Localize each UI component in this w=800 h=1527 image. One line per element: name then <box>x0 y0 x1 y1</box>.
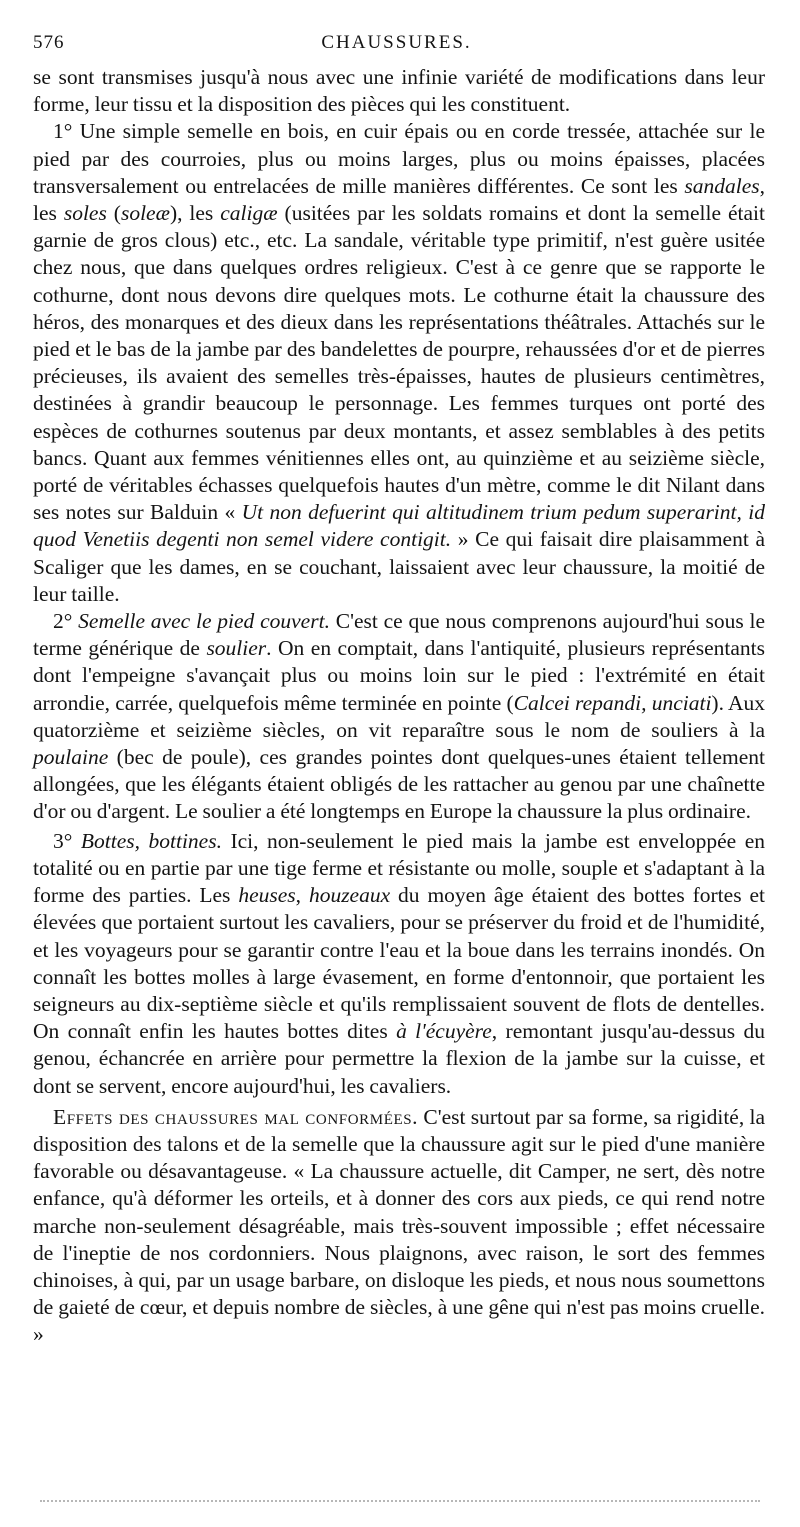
italic-run: Semelle avec le pied couvert. <box>78 609 330 634</box>
paragraph-effets <box>33 1104 765 1349</box>
text-run: 1° Une simple semelle en bois, en cuir épais ou en corde tressée, attachée sur le pied par des courroies, plus ou moins larges, plus ou moins épaisses, placées transversalement ou entrelacées de mille manières différentes. Ce sont les <box>33 119 765 198</box>
text-run: » Ce qui faisait dire plaisamment à Scaliger que les dames, en se couchant, laissaient avec leur chaussure, la moitié de leur taille. <box>33 527 765 606</box>
text-run: ). Aux quatorzième et seizième siècles, on vit reparaître sous le nom de souliers à la <box>33 690 766 742</box>
italic-run: Ut non defuerint qui altitudinem trium pedum superarint, id quod Venetiis degenti non semel videre contigit. <box>33 500 765 552</box>
italic-run: Bottes, bottines. <box>80 828 222 853</box>
italic-run: Calcei repandi, unciati <box>513 690 712 715</box>
page-body <box>33 64 765 1349</box>
text-run: se sont transmises jusqu'à nous avec une infinie variété de modifications dans leur forme, leur tissu et la disposition des pièces qui les constituent. <box>33 65 765 117</box>
text-run: ), les <box>169 201 221 226</box>
text-run: Ici, non-seulement le pied mais la jambe est enveloppée en totalité ou en partie par une tige ferme et résistante ou molle, souple et s'adaptant à la forme des parties. Les <box>33 828 765 908</box>
paragraph-intro <box>33 64 765 118</box>
running-head: CHAUSSURES. <box>321 32 472 53</box>
italic-run: soles <box>63 201 107 226</box>
paragraph-bottes <box>33 828 765 1100</box>
text-run: (bec de poule), ces grandes pointes dont quelques-unes étaient tellement allongées, que les élégants étaient obligés de les rattacher au genou par une chaînette d'or ou d'argent. Le soulier a été longtemps en Europe la chaussure la plus ordinaire. <box>33 745 765 824</box>
text-run: 2° <box>53 609 79 634</box>
text-run: , remontant jusqu'au-dessus du genou, échancrée en arrière pour permettre la flexion de la jambe sur la cuisse, et dont se servent, encore aujourd'hui, les cavaliers. <box>33 1019 765 1098</box>
page-number: 576 <box>33 32 65 53</box>
page-header <box>33 32 760 56</box>
paragraph-souliers <box>33 608 765 826</box>
text-run: C'est ce que nous comprenons aujourd'hui sous le terme générique de <box>33 609 766 661</box>
italic-run: à l'écuyère <box>396 1019 492 1044</box>
footer-rule <box>40 1500 760 1502</box>
text-run: C'est surtout par sa forme, sa rigidité, la disposition des talons et de la semelle que la chaussure agit sur le pied d'une manière favorable ou désavantageuse. « La chaussure actuelle, dit Camper, ne sert, dès notre enfance, qu'à déformer les orteils, et à donner des cors aux pieds, ce qui rend notre marche non-seulement désagréable, mais très-souvent impossible ; effet nécessaire de l'ineptie de nos cordonniers. Nous plaignons, avec raison, le sort des femmes chinoises, à qui, par un usage barbare, on disloque les pieds, et nous nous soumettons de gaieté de cœur, et depuis nombre de siècles, à une gêne qui n'est pas moins cruelle. » <box>33 1104 765 1347</box>
text-run: (usitées par les soldats romains et dont la semelle était garnie de gros clous) etc., etc. La sandale, véritable type primitif, n'est guère usitée chez nous, que dans quelques ordres religieux. C'est à ce genre que se rapporte le cothurne, dont nous devons dire quelques mots. Le cothurne était la chaussure des héros, des monarques et des dieux dans les représentations théâtrales. Attachés sur le pied et le bas de la jambe par des bandelettes de pourpre, rehaussées d'or et de pierres précieuses, ils avaient des semelles très-épaisses, hautes de plusieurs centimètres, destinées à grandir beaucoup le personnage. Les femmes turques ont porté des espèces de cothurnes soutenus par deux montants, et assez semblables à des petits bancs. Quant aux femmes vénitiennes elles ont, au quinzième et au seizième siècle, porté de véritables échasses quelquefois hautes d'un mètre, comme le dit Nilant dans ses notes sur Balduin « <box>33 201 765 525</box>
paragraph-sandales <box>33 118 765 608</box>
small-caps-run: Effets des chaussures mal conformées. <box>53 1104 419 1129</box>
italic-run: soleæ <box>120 201 170 226</box>
text-run: , les <box>33 173 765 226</box>
text-run: , <box>295 883 309 908</box>
text-run: du moyen âge étaient des bottes fortes et élevées que portaient surtout les cavaliers, pour se préserver du froid et de l'humidité, et les voyageurs pour se garantir contre l'eau et la boue dans les terrains inondés. On connaît les bottes molles à large évasement, en forme d'entonnoir, que portaient les seigneurs au dix-septième siècle et qu'ils remplissaient souvent de flots de dentelles. On connaît enfin les hautes bottes dites <box>33 883 765 1044</box>
italic-run: poulaine <box>33 745 109 770</box>
text-run: ( <box>106 201 121 226</box>
italic-run: caligæ <box>220 201 278 226</box>
italic-run: heuses <box>238 883 296 908</box>
italic-run: houzeaux <box>308 883 391 908</box>
italic-run: soulier <box>206 636 267 661</box>
text-run: 3° <box>53 828 81 853</box>
italic-run: sandales <box>684 173 760 198</box>
text-run: . On en comptait, dans l'antiquité, plusieurs représentants dont l'empeigne s'avançait plus ou moins loin sur le pied : l'extrémité en était arrondie, carrée, quelquefois même terminée en pointe ( <box>33 636 765 715</box>
